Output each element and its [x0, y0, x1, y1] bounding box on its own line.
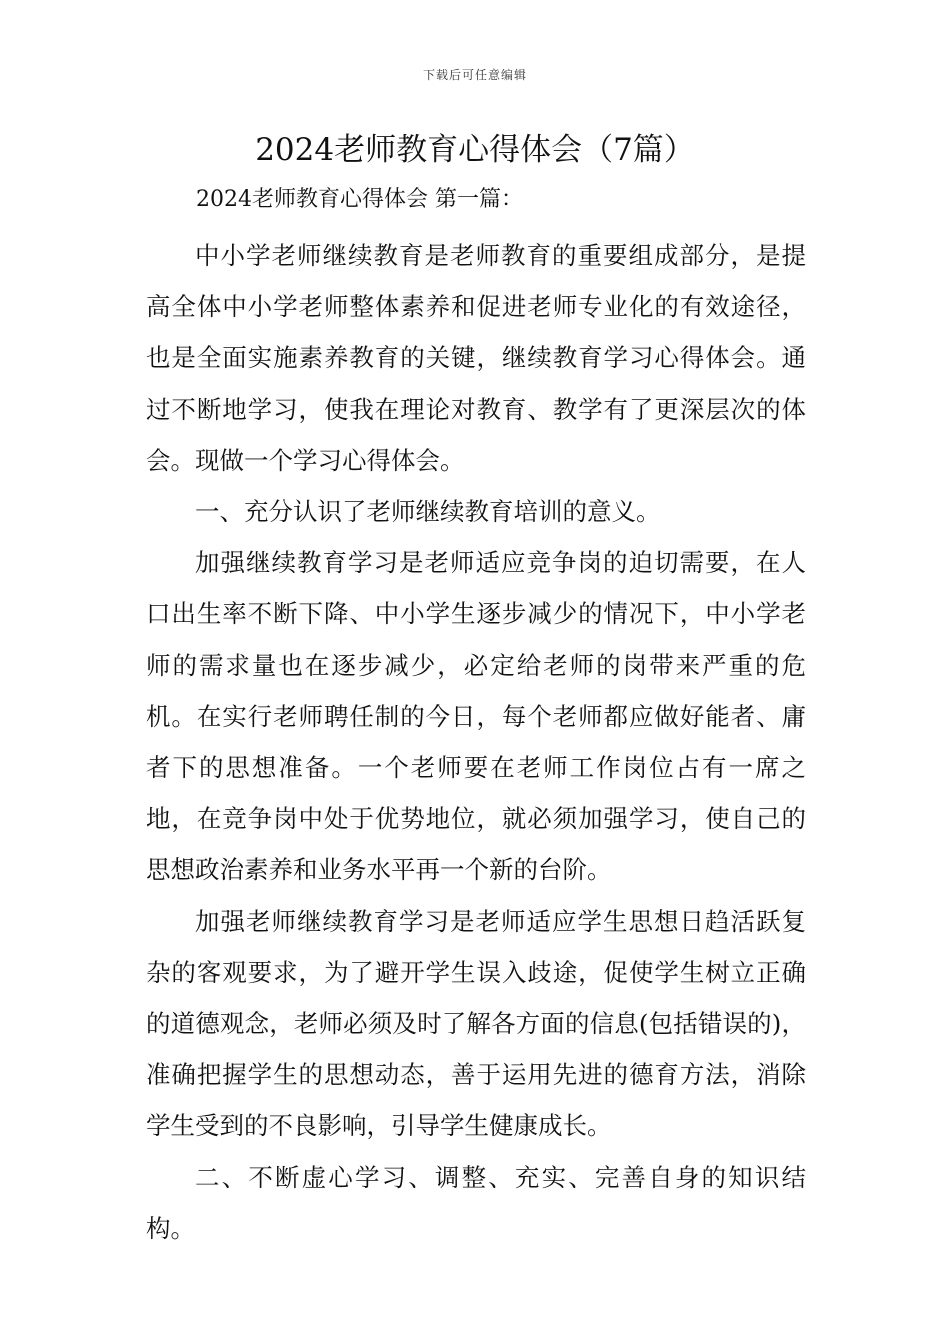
document-title: 2024老师教育心得体会（7篇）	[255, 132, 695, 168]
document-body	[146, 230, 806, 1254]
paragraph-student-thoughts: 加强老师继续教育学习是老师适应学生思想日趋活跃复杂的客观要求，为了避开学生误入歧途，促使学生树立正确的道德观念，老师必须及时了解各方面的信息(包括错误的)，准确把握学生的思想动态，善于运用先进的德育方法，消除学生受到的不良影响，引导学生健康成长。	[146, 906, 806, 1141]
paragraph-competition: 加强继续教育学习是老师适应竞争岗的迫切需要，在人口出生率不断下降、中小学生逐步减少的情况下，中小学老师的需求量也在逐步减少，必定给老师的岗带来严重的危机。在实行老师聘任制的今日，每个老师都应做好能者、庸者下的思想准备。一个老师要在老师工作岗位占有一席之地，在竞争岗中处于优势地位，就必须加强学习，使自己的思想政治素养和业务水平再一个新的台阶。	[146, 548, 806, 885]
header-note: 下载后可任意编辑	[422, 68, 527, 82]
section-heading: 2024老师教育心得体会 第一篇：	[196, 187, 523, 212]
paragraph-point-two-heading: 二、不断虚心学习、调整、充实、完善自身的知识结构。	[146, 1162, 806, 1243]
paragraph-point-one-heading: 一、充分认识了老师继续教育培训的意义。	[195, 497, 661, 527]
paragraph-intro: 中小学老师继续教育是老师教育的重要组成部分，是提高全体中小学老师整体素养和促进老师专业化的有效途径，也是全面实施素养教育的关键，继续教育学习心得体会。通过不断地学习，使我在理论对教育、教学有了更深层次的体会。现做一个学习心得体会。	[146, 241, 806, 475]
